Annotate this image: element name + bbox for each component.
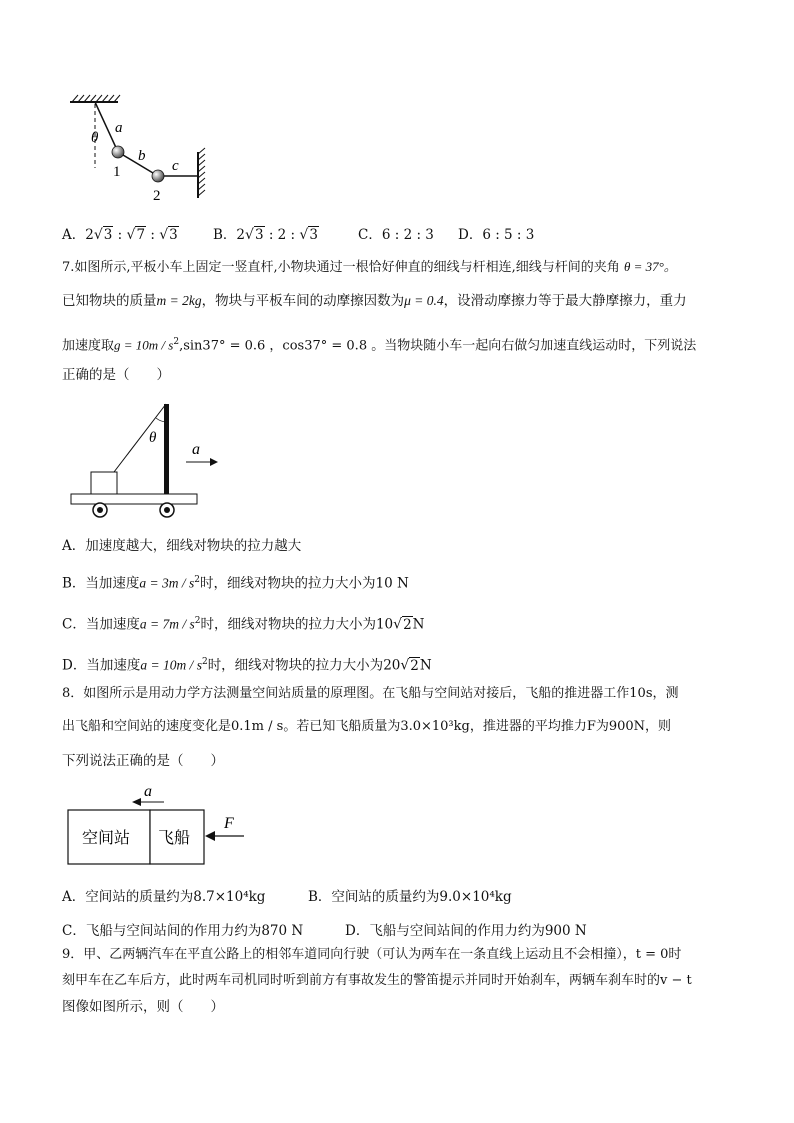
q6-option-d[interactable]: D．6 : 5 : 3 xyxy=(458,227,535,243)
string xyxy=(114,404,166,472)
q7-option-b[interactable]: B．当加速度$a = 3m / s^2$时，细线对物块的拉力大小为10 N xyxy=(62,575,409,592)
vertical-pole xyxy=(164,404,169,494)
q8-figure xyxy=(62,778,262,870)
label-theta: θ xyxy=(91,130,99,146)
q7-stem-line2: 已知物块的质量m = 2kg，物块与平板车间的动摩擦因数为μ = 0.4，设滑动摩擦力等于最大静摩擦力，重力 xyxy=(62,293,687,309)
q9-stem-line1: 9．甲、乙两辆汽车在平直公路上的相邻车道同向行驶（可认为两车在一条直线上运动且不会相撞），t = 0时 xyxy=(62,947,682,962)
q7-stem-line1: 7.如图所示,平板小车上固定一竖直杆,小物块通过一根恰好伸直的细线与杆相连,细线与杆间的夹角 θ = 37°。 xyxy=(62,259,677,275)
q8-stem-line2: 出飞船和空间站的速度变化是0.1m / s。若已知飞船质量为3.0×10³kg，推进器的平均推力F为900N，则 xyxy=(62,719,672,734)
label-theta: θ xyxy=(149,430,157,446)
label-b: b xyxy=(138,148,146,164)
q8-stem-line1: 8．如图所示是用动力学方法测量空间站质量的原理图。在飞船与空间站对接后，飞船的推进器工作10s，测 xyxy=(62,686,679,701)
label-F: F xyxy=(224,815,234,832)
ball-1 xyxy=(112,146,124,158)
q6-option-c[interactable]: C．6 : 2 : 3 xyxy=(358,227,434,243)
q6-option-a[interactable]: A．2√3 : √7 : √3 xyxy=(62,227,178,243)
q8-option-b[interactable]: B．空间站的质量约为9.0×10⁴kg xyxy=(308,889,512,905)
label-a: a xyxy=(144,783,152,800)
ball-2 xyxy=(152,170,164,182)
q7-option-d[interactable]: D．当加速度$a = 10m / s^2$时，细线对物块的拉力大小为20√2N xyxy=(62,657,432,674)
q7-option-a[interactable]: A．加速度越大，细线对物块的拉力越大 xyxy=(62,538,302,554)
label-2: 2 xyxy=(153,188,161,204)
q7-figure xyxy=(62,396,242,526)
q9-stem-line2: 刻甲车在乙车后方，此时两车司机同时听到前方有事故发生的警笛提示并同时开始刹车，两辆车刹车时的v − t xyxy=(62,973,692,988)
station-label: 空间站 xyxy=(82,830,131,847)
q7-option-c[interactable]: C．当加速度$a = 7m / s^2$时，细线对物块的拉力大小为10√2N xyxy=(62,616,425,633)
ship-label: 飞船 xyxy=(158,830,191,847)
cart-platform xyxy=(71,494,197,504)
q8-stem-line3: 下列说法正确的是（ ） xyxy=(62,753,224,769)
q6-option-b[interactable]: B．2√3 : 2 : √3 xyxy=(213,227,318,243)
label-c: c xyxy=(172,158,179,174)
q6-figure xyxy=(62,92,222,204)
label-a: a xyxy=(115,120,123,136)
q8-option-a[interactable]: A．空间站的质量约为8.7×10⁴kg xyxy=(62,889,266,905)
label-a: a xyxy=(192,441,200,458)
block xyxy=(91,472,117,494)
q9-stem-line3: 图像如图所示，则（ ） xyxy=(62,999,224,1015)
q8-option-c[interactable]: C．飞船与空间站间的作用力约为870 N xyxy=(62,923,304,939)
q8-option-d[interactable]: D．飞船与空间站间的作用力约为900 N xyxy=(345,923,587,939)
q7-stem-line3: 加速度取$g = 10m / s^2,\sin 37^\circ = 0.6$ ，cos37° = 0.8 。当物块随小车一起向右做匀加速直线运动时，下列说法 xyxy=(62,337,697,354)
label-1: 1 xyxy=(113,164,121,180)
q7-stem-line4: 正确的是（ ） xyxy=(62,367,170,383)
